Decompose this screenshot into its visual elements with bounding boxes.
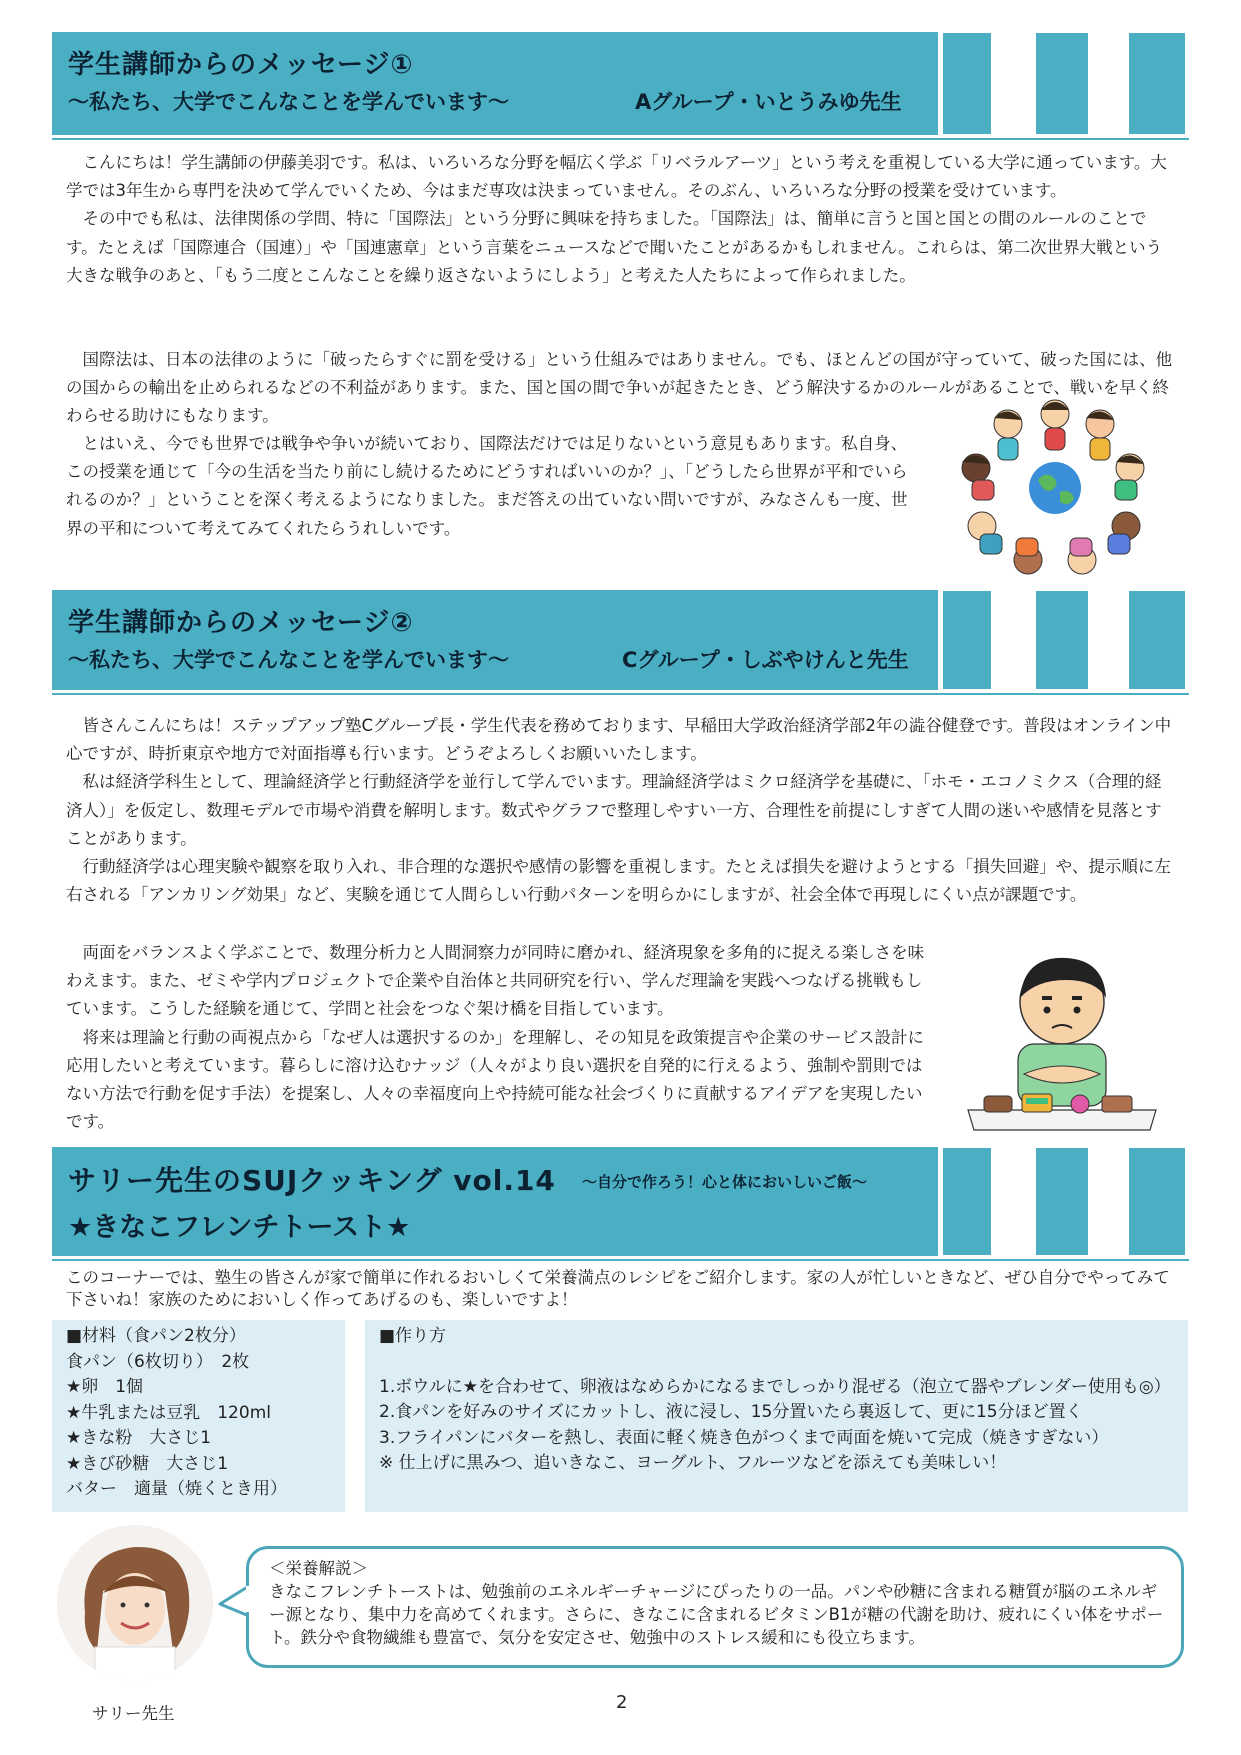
method-step: ※ 仕上げに黒みつ、追いきなこ、ヨーグルト、フルーツなどを添えても美味しい！ (379, 1453, 1007, 1473)
ingredients-box (52, 1320, 345, 1512)
deco-square (1033, 588, 1091, 692)
section2-author: Cグループ・しぶやけんと先生 (622, 648, 909, 672)
deco-square (1033, 30, 1091, 137)
teacher-avatar (55, 1523, 215, 1683)
method-step: 2.食パンを好みのサイズにカットし、液に浸し、15分置いたら裏返して、更に15分ほど置く (379, 1402, 1083, 1422)
section2-para1: 皆さんこんにちは！ステップアップ塾Cグループ長・学生代表を務めております、早稲田大学政治経済学部2年の澁谷健登です。普段はオンライン中心ですが、時折東京や地方で対面指導も行います。どうぞよろしくお願いいたします。 (66, 716, 1172, 764)
section2-subtitle: ～私たち、大学でこんなことを学んでいます～ (68, 648, 509, 672)
deco-square (1033, 1145, 1091, 1258)
kids-globe-illustration (950, 388, 1160, 578)
section2-para5: 将来は理論と行動の両視点から「なぜ人は選択するのか」を理解し、その知見を政策提言や企業のサービス設計に応用したいと考えています。暮らしに溶け込むナッジ（人々がより良い選択を自発的に行えるよう、強制や罰則ではない方法で行動を促す手法）を提案し、人々の幸福度向上や持続可能な社会づくりに貢献するアイデアを実現したいです。 (66, 1027, 924, 1132)
section2-title: 学生講師からのメッセージ② (68, 608, 414, 638)
nutrition-text-wrap (269, 1557, 1169, 1649)
section2-para2: 私は経済学科生として、理論経済学と行動経済学を並行して学んでいます。理論経済学はミクロ経済学を基礎に、「ホモ・エコノミクス（合理的経済人）」を仮定し、数理モデルで市場や消費を解明します。数式やグラフで整理しやすい一方、合理性を前提にしすぎて人間の迷いや感情を見落とすことがあります。 (66, 772, 1162, 848)
page-number: 2 (616, 1692, 628, 1713)
deco-square (1126, 588, 1188, 692)
nutrition-heading: ＜栄養解説＞ (269, 1559, 368, 1578)
ingredient-item: ★卵 1個 (66, 1377, 144, 1397)
section1-author: Aグループ・いとうみゆ先生 (635, 90, 902, 114)
section1-para1: こんにちは！学生講師の伊藤美羽です。私は、いろいろな分野を幅広く学ぶ「リベラルアーツ」という考えを重視している大学に通っています。大学では3年生から専門を決めて学んでいくため、今はまだ専攻は決まっていません。そのぶん、いろいろな分野の授業を受けています。 (66, 153, 1167, 201)
section2-para3: 行動経済学は心理実験や観察を取り入れ、非合理的な選択や感情の影響を重視します。たとえば損失を避けようとする「損失回避」や、提示順に左右される「アンカリング効果」など、実験を通じて人間らしい行動パターンを明らかにしますが、社会全体で再現しにくい点が課題です。 (66, 857, 1171, 905)
nutrition-bubble (246, 1546, 1184, 1668)
section1-body-narrow2 (66, 430, 918, 543)
section2-body-full (66, 712, 1174, 909)
section3-banner (52, 1147, 938, 1256)
section1-rule (52, 138, 1189, 140)
ingredient-item: ★牛乳または豆乳 120ml (66, 1402, 271, 1423)
bubble-tail (216, 1582, 250, 1622)
section1-title: 学生講師からのメッセージ① (68, 50, 414, 80)
section1-para4: とはいえ、今でも世界では戦争や争いが続いており、国際法だけでは足りないという意見もあります。私自身、この授業を通じて「今の生活を当たり前にし続けるためにどうすればいいのか？」、「どうしたら世界が平和でいられるのか？」ということを深く考えるようになりました。まだ答えの出ていない問いですが、みなさんも一度、世界の平和について考えてみてくれたらうれしいです。 (66, 434, 908, 538)
section1-subtitle: ～私たち、大学でこんなことを学んでいます～ (68, 90, 509, 114)
boy-choosing-snacks-illustration (962, 950, 1162, 1140)
section2-banner (52, 590, 938, 690)
method-heading: ■作り方 (379, 1326, 447, 1346)
section1-banner (52, 32, 938, 135)
section3-tagline: ～自分で作ろう！心と体においしいご飯～ (582, 1173, 868, 1191)
nutrition-text: きなこフレンチトーストは、勉強前のエネルギーチャージにぴったりの一品。パンや砂糖に含まれる糖質が脳のエネルギー源となり、集中力を高めてくれます。さらに、きなこに含まれるビタミンB1が糖の代謝を助け、疲れにくい体をサポート。鉄分や食物繊維も豊富で、気分を安定させ、勉強中のストレス緩和にも役立ちます。 (269, 1582, 1164, 1647)
method-step: 1.ボウルに★を合わせて、卵液はなめらかになるまでしっかり混ぜる（泡立て器やブレンダー使用も◎） (379, 1376, 1171, 1397)
deco-square (1126, 1145, 1188, 1258)
section1-para3: 国際法は、日本の法律のように「破ったらすぐに罰を受ける」という仕組みではありません。でも、ほとんどの国が守っていて、破った国には、他の国からの輸出を止められるなどの不利益があります。また、国と国の間で争いが起きたとき、どう解決するかのルールがあることで、戦いを早く終わらせる助けにもなります。 (66, 350, 1173, 426)
method-box (365, 1320, 1188, 1512)
section2-body-narrow (66, 939, 932, 1136)
section2-para4: 両面をバランスよく学ぶことで、数理分析力と人間洞察力が同時に磨かれ、経済現象を多角的に捉える楽しさを味わえます。また、ゼミや学内プロジェクトで企業や自治体と共同研究を行い、学んだ理論を実践へつなげる挑戦もしています。こうした経験を通じて、学問と社会をつなぐ架け橋を目指しています。 (66, 943, 925, 1019)
section3-rule (52, 1259, 1189, 1261)
ingredient-item: ★きび砂糖 大さじ1 (66, 1453, 229, 1474)
ingredient-item: バター 適量（焼くとき用） (66, 1479, 287, 1499)
teacher-name: サリー先生 (92, 1704, 175, 1723)
deco-square (940, 30, 994, 137)
ingredients-heading: ■材料（食パン2枚分） (66, 1326, 246, 1346)
deco-square (940, 588, 994, 692)
recipe-intro: このコーナーでは、塾生の皆さんが家で簡単に作れるおいしくて栄養満点のレシピをご紹介します。家の人が忙しいときなど、ぜひ自分でやってみて下さいね！家族のためにおいしく作ってあげるのも、楽しいですよ！ (66, 1268, 1170, 1309)
deco-square (1126, 30, 1188, 137)
ingredient-item: 食パン（6枚切り） 2枚 (66, 1351, 250, 1372)
bubble-tail-cover (246, 1586, 250, 1612)
section3-title: サリー先生のSUJクッキング vol.14 (68, 1164, 556, 1197)
section3-subtitle: ★きなこフレンチトースト★ (68, 1212, 411, 1243)
section2-rule (52, 693, 1189, 695)
section1-body-full (66, 149, 1174, 290)
ingredient-item: ★きな粉 大さじ1 (66, 1428, 212, 1448)
method-step: 3.フライパンにバターを熱し、表面に軽く焼き色がつくまで両面を焼いて完成（焼きすぎない） (379, 1427, 1109, 1448)
section1-para2: その中でも私は、法律関係の学問、特に「国際法」という分野に興味を持ちました。「国際法」は、簡単に言うと国と国との間のルールのことです。たとえば「国際連合（国連）」や「国連憲章」という言葉をニュースなどで聞いたことがあるかもしれません。これらは、第二次世界大戦という大きな戦争のあと、「もう二度とこんなことを繰り返さないようにしよう」と考えた人たちによって作られました。 (66, 209, 1163, 285)
deco-square (940, 1145, 994, 1258)
